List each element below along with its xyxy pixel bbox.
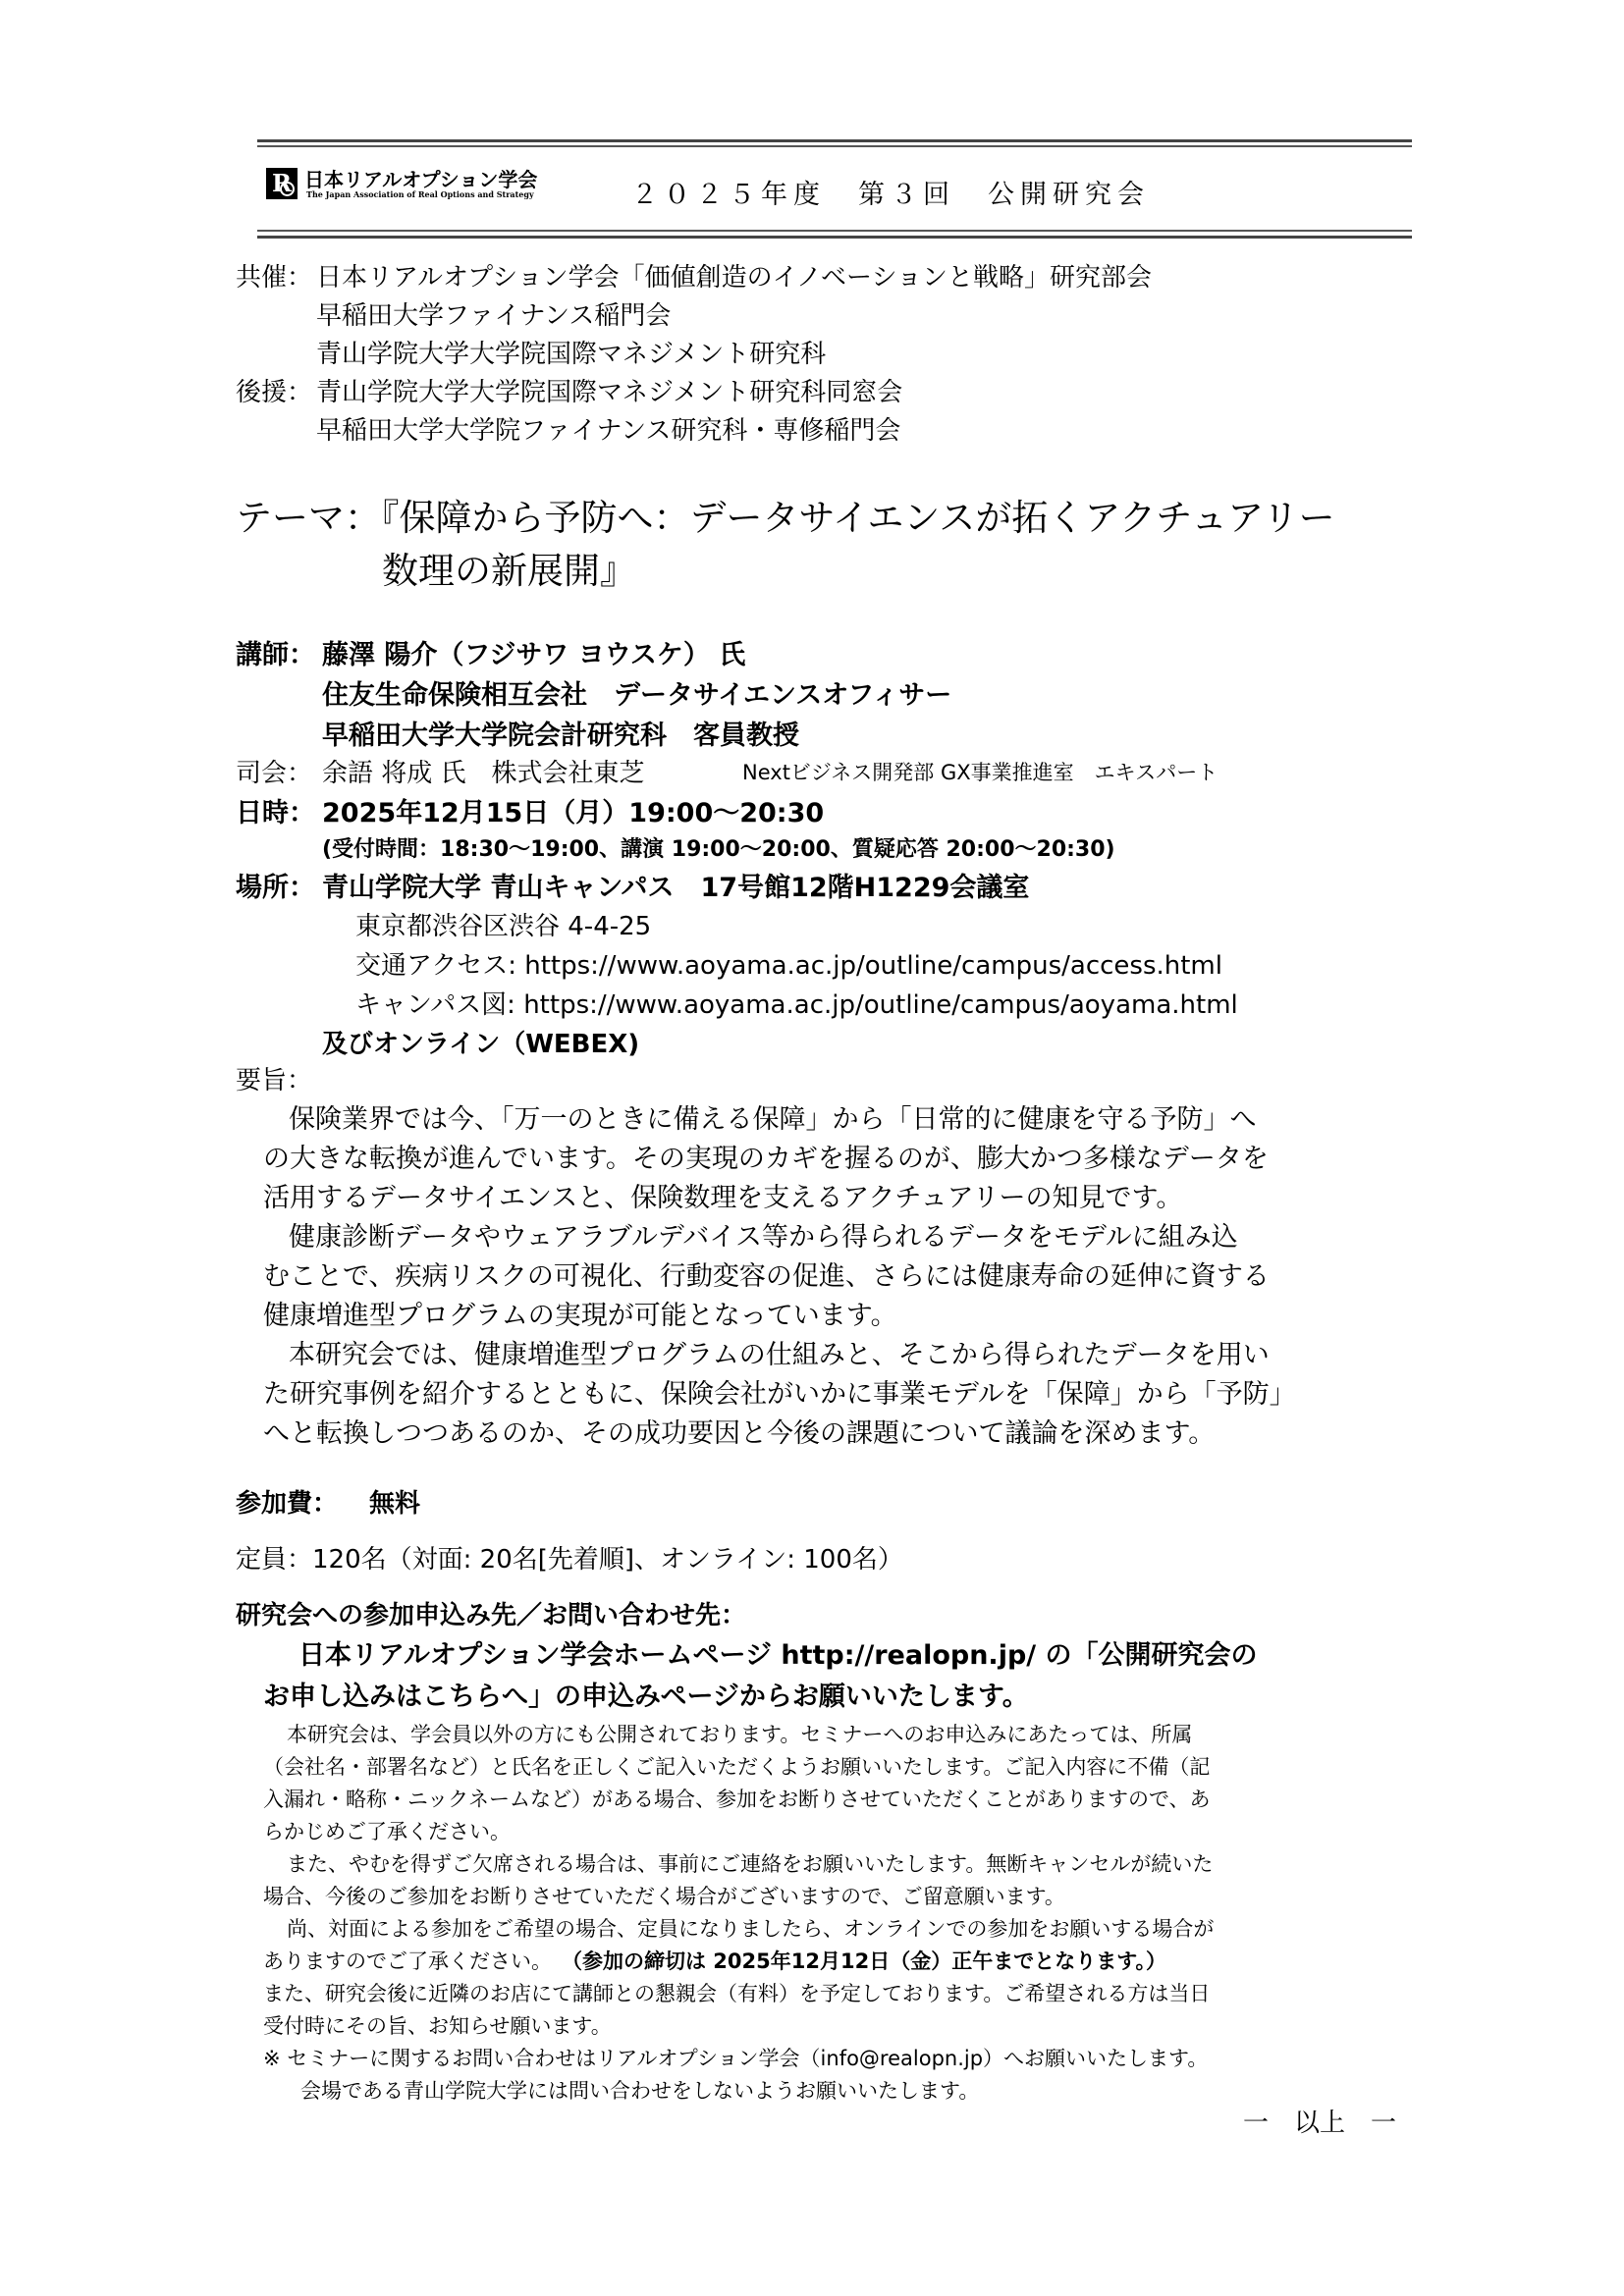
supporter-1: 青山学院大学大学院国際マネジメント研究科同窓会 xyxy=(316,378,903,407)
note-line: また、研究会後に近隣のお店にて講師との懇親会（有料）を予定しております。ご希望される方は当日 xyxy=(263,1982,1211,2005)
summary-label: 要旨： xyxy=(236,1066,313,1095)
venue-campus-map-link[interactable]: キャンパス図: https://www.aoyama.ac.jp/outline/campus/aoyama.html xyxy=(355,990,1238,1020)
summary-line: の大きな転換が進んでいます。その実現のカギを握るのが、膨大かつ多様なデータを xyxy=(263,1144,1269,1174)
note-line: 尚、対面による参加をご希望の場合、定員になりましたら、オンラインでの参加をお願いする場合が xyxy=(287,1917,1215,1941)
note-line: 会場である青山学院大学には問い合わせをしないようお願いいたします。 xyxy=(300,2079,980,2103)
venue-main: 青山学院大学 青山キャンパス 17号館12階H1229会議室 xyxy=(322,873,1030,903)
note-line: また、やむを得ずご欠席される場合は、事前にご連絡をお願いいたします。無断キャンセルが続いた xyxy=(287,1852,1214,1876)
datetime-main: 2025年12月15日（月）19:00～20:30 xyxy=(322,798,825,828)
note-line: （会社名・部署名など）と氏名を正しくご記入いただくようお願いいたします。ご記入内容に不備（記 xyxy=(263,1755,1211,1779)
moderator-label: 司会： xyxy=(236,759,313,788)
deadline-note: （参加の締切は 2025年12月12日（金）正午までとなります。） xyxy=(562,1949,1167,1973)
note-line: 受付時にその旨、お知らせ願います。 xyxy=(263,2014,612,2038)
datetime-label: 日時： xyxy=(236,798,315,828)
theme-line-1: テーマ：『保障から予防へ：データサイエンスが拓くアクチュアリー xyxy=(236,497,1335,539)
note-line[interactable]: ※ セミナーに関するお問い合わせはリアルオプション学会（info@realopn.jp）へお願いいたします。 xyxy=(263,2047,1209,2070)
org-logo-icon: R xyxy=(266,168,298,199)
lecturer-label: 講師： xyxy=(236,640,315,670)
summary-line: へと転換しつつあるのか、その成功要因と今後の課題について議論を深めます。 xyxy=(263,1418,1216,1449)
fee-label: 参加費： xyxy=(236,1489,339,1519)
summary-line: 保険業界では今、「万一のときに備える保障」から「日常的に健康を守る予防」へ xyxy=(289,1104,1257,1135)
lecturer-name: 藤澤 陽介（フジサワ ヨウスケ） 氏 xyxy=(322,640,746,670)
note-line: 本研究会は、学会員以外の方にも公開されております。セミナーへのお申込みにあたっては、所属 xyxy=(287,1723,1193,1746)
summary-line: 健康増進型プログラムの実現が可能となっています。 xyxy=(263,1301,897,1331)
summary-line: 健康診断データやウェアラブルデバイス等から得られるデータをモデルに組み込 xyxy=(289,1222,1238,1253)
lecturer-affiliation-1: 住友生命保険相互会社 データサイエンスオフィサー xyxy=(322,680,952,711)
org-name-en: The Japan Association of Real Options and Strategy xyxy=(306,189,534,199)
note-line: ありますのでご了承ください。 xyxy=(263,1949,552,1973)
fee-value: 無料 xyxy=(369,1489,421,1519)
header-top-rule xyxy=(257,139,1412,142)
co-sponsor-2: 早稲田大学ファイナンス稲門会 xyxy=(316,301,672,331)
theme-line-2: 数理の新展開』 xyxy=(382,550,636,592)
capacity: 定員：120名（対面: 20名[先着順]、オンライン: 100名） xyxy=(236,1545,903,1575)
venue-online: 及びオンライン（WEBEX) xyxy=(322,1030,640,1059)
moderator-name: 余語 将成 氏 株式会社東芝 xyxy=(322,759,645,788)
summary-line: むことで、疾病リスクの可視化、行動変容の促進、さらには健康寿命の延伸に資する xyxy=(263,1261,1270,1292)
contact-heading: 研究会への参加申込み先／お問い合わせ先： xyxy=(236,1601,747,1630)
summary-line: 本研究会では、健康増進型プログラムの仕組みと、そこから得られたデータを用い xyxy=(289,1340,1270,1370)
co-sponsor-3: 青山学院大学大学院国際マネジメント研究科 xyxy=(316,340,827,369)
co-sponsor-label: 共催： xyxy=(236,263,313,293)
note-line: らかじめご了承ください。 xyxy=(263,1820,511,1843)
datetime-sub: (受付時間：18:30～19:00、講演 19:00～20:00、質疑応答 20:00～20:30) xyxy=(322,837,1115,862)
venue-label: 場所： xyxy=(236,873,315,903)
header-bottom-rule-thick xyxy=(257,236,1412,239)
note-line: 場合、今後のご参加をお断りさせていただく場合がございますので、ご留意願います。 xyxy=(263,1885,1065,1908)
supporter-2: 早稲田大学大学院ファイナンス研究科・専修稲門会 xyxy=(316,416,901,446)
summary-line: た研究事例を紹介するとともに、保険会社がいかに事業モデルを「保障」から「予防」 xyxy=(263,1379,1296,1410)
lecturer-affiliation-2: 早稲田大学大学院会計研究科 客員教授 xyxy=(322,721,799,751)
end-mark: 一 以上 一 xyxy=(1243,2109,1397,2138)
co-sponsor-1: 日本リアルオプション学会「価値創造のイノベーションと戦略」研究部会 xyxy=(316,263,1152,293)
note-line: 入漏れ・略称・ニックネームなど）がある場合、参加をお断りさせていただくことがありますので、あ xyxy=(263,1788,1211,1811)
contact-line-1[interactable]: 日本リアルオプション学会ホームページ http://realopn.jp/ の「公開研究会の xyxy=(298,1640,1258,1671)
header-bottom-rule xyxy=(257,230,1412,232)
summary-line: 活用するデータサイエンスと、保険数理を支えるアクチュアリーの知見です。 xyxy=(263,1183,1183,1213)
support-label: 後援： xyxy=(236,378,313,407)
contact-line-2: お申し込みはこちらへ」の申込みページからお願いいたします。 xyxy=(263,1682,1029,1712)
header-top-rule-thin xyxy=(257,145,1412,147)
venue-access-link[interactable]: 交通アクセス: https://www.aoyama.ac.jp/outline/campus/access.html xyxy=(355,951,1222,981)
venue-address: 東京都渋谷区渋谷 4-4-25 xyxy=(355,912,652,941)
page-title: ２０２５年度 第３回 公開研究会 xyxy=(631,180,1150,210)
org-name: 日本リアルオプション学会 xyxy=(304,168,538,191)
moderator-dept: Nextビジネス開発部 GX事業推進室 エキスパート xyxy=(742,761,1218,784)
